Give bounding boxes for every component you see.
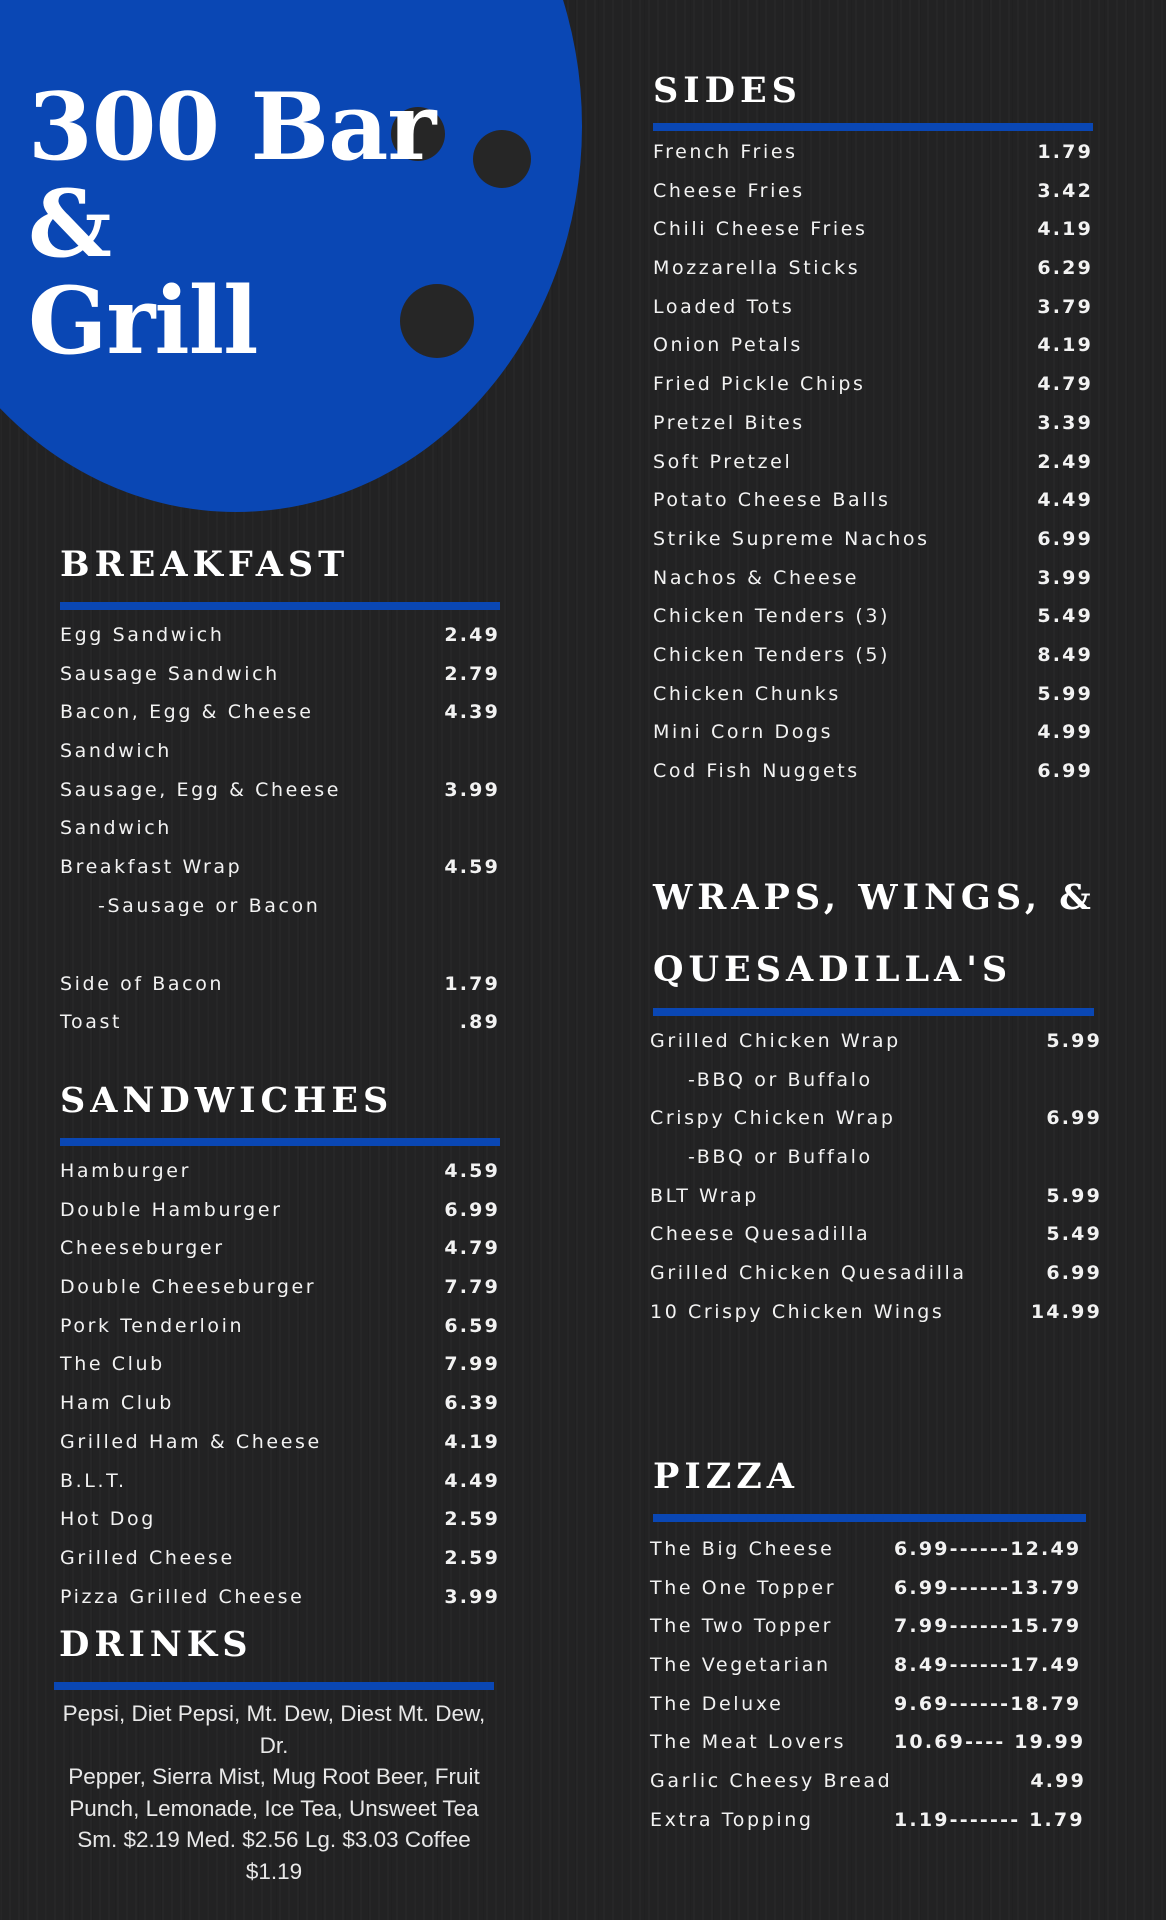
drinks-list — [54, 1698, 494, 1887]
menu-item — [653, 172, 1093, 211]
item-name: Extra Topping — [650, 1808, 814, 1831]
item-price: 7.99------15.79 — [894, 1615, 1082, 1638]
menu-item — [653, 752, 1093, 791]
item-name: Sausage Sandwich — [60, 662, 280, 685]
item-name: The Meat Lovers — [650, 1731, 847, 1754]
item-price: 5.99 — [1037, 682, 1093, 705]
item-price: 6.29 — [1037, 257, 1093, 280]
item-name: Sandwich — [60, 817, 172, 840]
item-price: 4.39 — [444, 701, 500, 724]
item-name: Chili Cheese Fries — [653, 218, 868, 241]
item-price: 4.79 — [1037, 373, 1093, 396]
item-price: 1.79 — [1037, 141, 1093, 163]
item-price: 6.99------13.79 — [894, 1576, 1082, 1599]
menu-item — [650, 1022, 1102, 1061]
menu-item — [60, 1307, 500, 1346]
sides-section — [653, 56, 1093, 791]
menu-item — [650, 1530, 1086, 1569]
item-name: Sandwich — [60, 740, 172, 763]
item-option: -BBQ or Buffalo — [688, 1146, 873, 1169]
item-name: Egg Sandwich — [60, 624, 225, 646]
menu-item-option — [650, 1138, 1102, 1177]
menu-item-continuation — [60, 732, 500, 771]
item-name: Grilled Cheese — [60, 1546, 235, 1569]
item-name: Grilled Ham & Cheese — [60, 1430, 322, 1453]
menu-item — [653, 210, 1093, 249]
menu-item — [653, 559, 1093, 598]
section-heading: SANDWICHES — [60, 1080, 394, 1121]
menu-item — [650, 1607, 1086, 1646]
item-name: Fried Pickle Chips — [653, 373, 866, 396]
item-name: French Fries — [653, 141, 798, 163]
menu-item — [650, 1762, 1086, 1801]
item-price: 5.49 — [1037, 605, 1093, 628]
item-name: Grilled Chicken Quesadilla — [650, 1262, 967, 1285]
drinks-line: Pepper, Sierra Mist, Mug Root Beer, Fruit — [68, 1764, 480, 1789]
menu-item — [653, 520, 1093, 559]
item-name: Cheese Quesadilla — [650, 1223, 871, 1246]
item-name: Soft Pretzel — [653, 450, 793, 473]
menu-item — [60, 1462, 500, 1501]
item-price: 4.19 — [1037, 218, 1093, 241]
menu-item — [653, 365, 1093, 404]
section-heading: BREAKFAST — [60, 544, 350, 585]
menu-item — [650, 1801, 1086, 1840]
menu-item — [653, 675, 1093, 714]
menu-item — [60, 848, 500, 887]
item-option: -BBQ or Buffalo — [688, 1068, 873, 1091]
item-name: Breakfast Wrap — [60, 856, 243, 879]
item-price: 6.99 — [1037, 527, 1093, 550]
item-price: 3.99 — [444, 1585, 500, 1608]
restaurant-title — [28, 72, 436, 375]
item-price: 5.99 — [1046, 1030, 1102, 1052]
item-name: Loaded Tots — [653, 295, 795, 318]
item-price: 2.59 — [444, 1546, 500, 1569]
item-name: Cheese Fries — [653, 179, 805, 202]
drinks-section — [54, 1610, 494, 1887]
heading-underline — [653, 1008, 1094, 1016]
item-name: Onion Petals — [653, 334, 803, 357]
menu-item — [653, 597, 1093, 636]
menu-item — [650, 1293, 1102, 1332]
menu-item — [60, 1003, 500, 1042]
item-price: 6.99 — [1046, 1107, 1102, 1130]
item-name: Hot Dog — [60, 1508, 156, 1531]
item-price: 7.99 — [444, 1353, 500, 1376]
item-price: 10.69---- 19.99 — [894, 1731, 1086, 1754]
menu-item — [60, 655, 500, 694]
menu-item — [650, 1177, 1102, 1216]
item-price: 4.19 — [1037, 334, 1093, 357]
menu-item — [60, 1384, 500, 1423]
item-price: 6.59 — [444, 1314, 500, 1337]
heading-underline — [60, 1138, 500, 1146]
heading-line: QUESADILLA'S — [653, 949, 1013, 990]
section-heading: DRINKS — [59, 1624, 253, 1665]
item-price: 3.42 — [1037, 179, 1093, 202]
item-name: 10 Crispy Chicken Wings — [650, 1300, 945, 1323]
item-name: Chicken Tenders (3) — [653, 605, 891, 628]
item-price: 6.99------12.49 — [894, 1538, 1082, 1560]
menu-item — [653, 481, 1093, 520]
item-price: 4.49 — [444, 1469, 500, 1492]
item-price: 4.59 — [444, 856, 500, 879]
item-name: Potato Cheese Balls — [653, 489, 891, 512]
menu-item — [60, 1268, 500, 1307]
item-price: 6.39 — [444, 1392, 500, 1415]
menu-item — [650, 1685, 1086, 1724]
item-name: The One Topper — [650, 1576, 837, 1599]
breakfast-section — [60, 530, 500, 1042]
heading-underline — [60, 602, 500, 610]
item-name: Grilled Chicken Wrap — [650, 1030, 901, 1052]
item-name: Pretzel Bites — [653, 411, 805, 434]
item-name: Cheeseburger — [60, 1237, 225, 1260]
item-name: Garlic Cheesy Bread — [650, 1770, 893, 1793]
item-price: 4.59 — [444, 1160, 500, 1182]
item-price: 4.19 — [444, 1430, 500, 1453]
item-price: 5.99 — [1046, 1184, 1102, 1207]
menu-item — [60, 1500, 500, 1539]
item-price: 6.99 — [1046, 1262, 1102, 1285]
item-name: The Two Topper — [650, 1615, 834, 1638]
item-price: 9.69------18.79 — [894, 1692, 1082, 1715]
pizza-section — [650, 1442, 1086, 1840]
menu-item — [650, 1099, 1102, 1138]
menu-item — [60, 1423, 500, 1462]
item-price: .89 — [459, 1011, 500, 1034]
item-name: Crispy Chicken Wrap — [650, 1107, 896, 1130]
decorative-dot — [473, 130, 531, 188]
drinks-line: Punch, Lemonade, Ice Tea, Unsweet Tea — [69, 1795, 479, 1821]
sandwiches-section — [60, 1066, 500, 1616]
menu-item — [60, 1345, 500, 1384]
menu-item — [653, 133, 1093, 172]
spacer — [60, 926, 500, 965]
menu-item-option — [650, 1061, 1102, 1100]
item-name: Toast — [60, 1011, 122, 1034]
drinks-line: Pepsi, Diet Pepsi, Mt. Dew, Diest Mt. Dew, Dr. — [62, 1701, 486, 1758]
menu-item — [60, 693, 500, 732]
item-name: B.L.T. — [60, 1469, 127, 1492]
item-name: BLT Wrap — [650, 1184, 759, 1207]
item-price: 4.79 — [444, 1237, 500, 1260]
item-name: Chicken Chunks — [653, 682, 841, 705]
item-price: 2.79 — [444, 662, 500, 685]
item-price: 4.49 — [1037, 489, 1093, 512]
menu-item-option — [60, 887, 500, 926]
menu-item — [60, 1152, 500, 1191]
menu-item — [653, 326, 1093, 365]
menu-item — [650, 1723, 1086, 1762]
item-name: Chicken Tenders (5) — [653, 643, 891, 666]
menu-item — [650, 1646, 1086, 1685]
menu-item-continuation — [60, 809, 500, 848]
item-option: -Sausage or Bacon — [98, 894, 321, 917]
item-name: Nachos & Cheese — [653, 566, 860, 589]
menu-item — [653, 443, 1093, 482]
title-line: 300 Bar — [28, 72, 436, 181]
heading-line: WRAPS, WINGS, & — [653, 877, 1096, 918]
menu-item — [60, 616, 500, 655]
menu-item — [650, 1254, 1102, 1293]
menu-item — [653, 288, 1093, 327]
drinks-line: Sm. $2.19 Med. $2.56 Lg. $3.03 Coffee $1.19 — [77, 1827, 471, 1884]
item-name: The Deluxe — [650, 1692, 784, 1715]
item-name: The Big Cheese — [650, 1538, 835, 1560]
item-price: 3.99 — [444, 778, 500, 801]
item-price: 6.99 — [444, 1198, 500, 1221]
item-price: 1.19------- 1.79 — [894, 1808, 1085, 1831]
item-name: Mozzarella Sticks — [653, 257, 861, 280]
menu-item — [60, 1539, 500, 1578]
title-line: & — [28, 169, 111, 278]
menu-item — [650, 1569, 1086, 1608]
menu-item — [653, 636, 1093, 675]
item-price: 4.99 — [1037, 721, 1093, 744]
item-price: 8.49------17.49 — [894, 1654, 1082, 1677]
item-name: The Vegetarian — [650, 1654, 831, 1677]
section-heading: PIZZA — [653, 1456, 799, 1497]
item-price: 7.79 — [444, 1276, 500, 1299]
heading-underline — [653, 1514, 1086, 1522]
menu-item — [650, 1215, 1102, 1254]
title-line: Grill — [28, 266, 258, 375]
item-name: Mini Corn Dogs — [653, 721, 834, 744]
item-price: 14.99 — [1030, 1300, 1102, 1323]
item-name: Double Hamburger — [60, 1198, 283, 1221]
item-price: 1.79 — [444, 972, 500, 995]
section-heading — [650, 862, 1102, 1006]
item-name: Double Cheeseburger — [60, 1276, 317, 1299]
item-name: Side of Bacon — [60, 972, 225, 995]
item-name: Sausage, Egg & Cheese — [60, 778, 342, 801]
item-price: 2.59 — [444, 1508, 500, 1531]
item-price: 3.99 — [1037, 566, 1093, 589]
item-price: 4.99 — [1030, 1770, 1086, 1793]
section-heading: SIDES — [653, 70, 802, 111]
menu-item — [60, 965, 500, 1004]
item-price: 8.49 — [1037, 643, 1093, 666]
item-name: The Club — [60, 1353, 165, 1376]
menu-item — [653, 249, 1093, 288]
item-price: 3.79 — [1037, 295, 1093, 318]
item-name: Pizza Grilled Cheese — [60, 1585, 305, 1608]
item-name: Bacon, Egg & Cheese — [60, 701, 314, 724]
item-name: Pork Tenderloin — [60, 1314, 245, 1337]
menu-item — [653, 404, 1093, 443]
menu-item — [60, 1229, 500, 1268]
heading-underline — [54, 1682, 494, 1690]
item-name: Ham Club — [60, 1392, 174, 1415]
item-name: Strike Supreme Nachos — [653, 527, 930, 550]
item-price: 6.99 — [1037, 760, 1093, 782]
menu-item — [60, 771, 500, 810]
item-price: 2.49 — [444, 624, 500, 646]
item-price: 5.49 — [1046, 1223, 1102, 1246]
wraps-section — [650, 862, 1102, 1332]
menu-item — [653, 713, 1093, 752]
item-name: Cod Fish Nuggets — [653, 760, 860, 782]
item-price: 3.39 — [1037, 411, 1093, 434]
menu-item — [60, 1191, 500, 1230]
item-name: Hamburger — [60, 1160, 191, 1182]
item-price: 2.49 — [1037, 450, 1093, 473]
